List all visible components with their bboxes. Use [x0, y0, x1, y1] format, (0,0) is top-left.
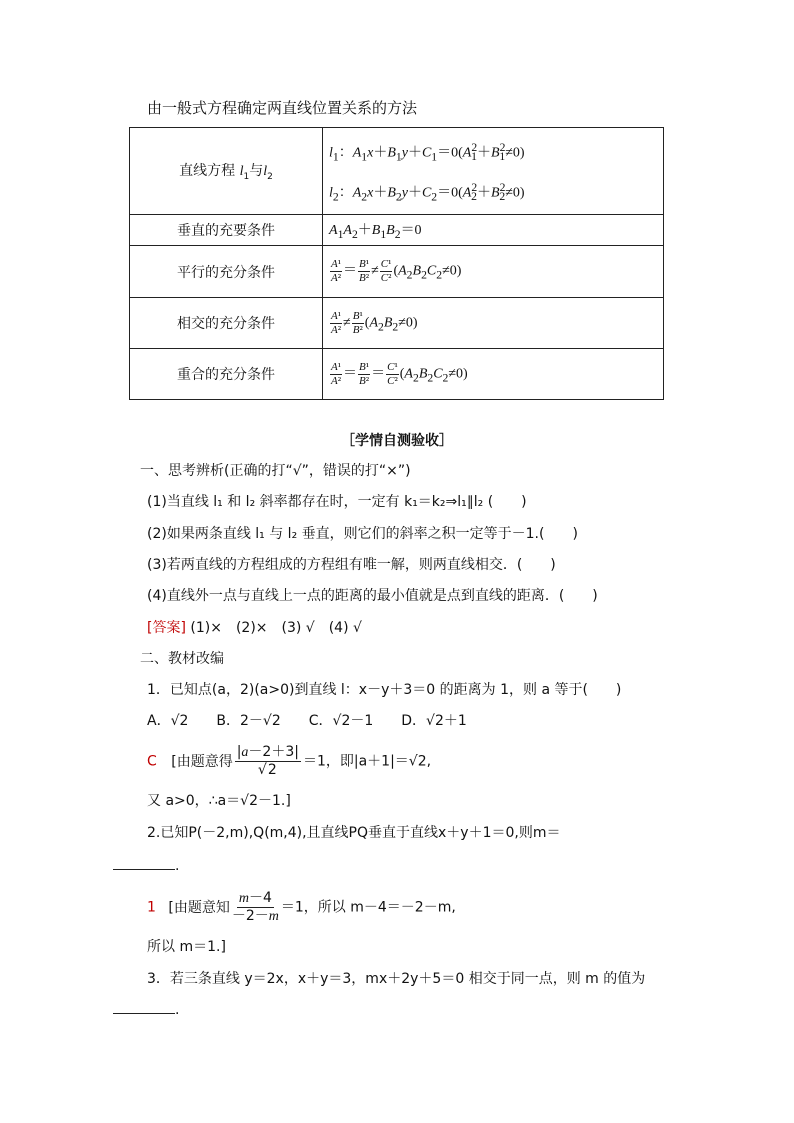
section-title: ［学情自测验收］ [341, 433, 453, 449]
textbook-q3-stem: 3．若三条直线 y＝2x，x＋y＝3，mx＋2y＋5＝0 相交于同一点，则 m 的值为 [147, 971, 646, 987]
table-row [130, 215, 664, 246]
row-label-perpendicular: 垂直的充要条件 [130, 215, 323, 246]
intersect-condition: $\frac{\text{A¹}}{\text{A²}}$ ≠ $\frac{\text{B¹}}{\text{B²}}$ $(A_2B_2\ne 0)$ [323, 298, 664, 349]
row-label-coincide: 重合的充分条件 [130, 349, 323, 400]
page-heading: 由一般式方程确定两直线位置关系的方法 [147, 99, 418, 117]
relationship-table [129, 127, 664, 400]
question-2: (2)如果两条直线 l₁ 与 l₂ 垂直，则它们的斜率之积一定等于－1.( ) [147, 526, 578, 542]
question-1: (1)当直线 l₁ 和 l₂ 斜率都存在时，一定有 k₁＝k₂⇒l₁∥l₂ ( ) [147, 494, 527, 510]
coincide-condition: $\frac{\text{A¹}}{\text{A²}}$ ＝ $\frac{\text{B¹}}{\text{B²}}$ ＝ $\frac{\text{C¹}}{\text{C²}}$ $(A_2B_2C_2\ne 0)$ [323, 349, 664, 400]
textbook-q1-solution: C [由题意得 $\frac{|a-2+3|}{√2}$ ＝1，即|a＋1|＝√2, [147, 744, 432, 778]
textbook-q1-solution-2: 又 a>0，∴a＝√2－1.] [147, 793, 291, 809]
table-row [130, 246, 664, 298]
perpendicular-condition: $A_1A_2+B_1B_2=0$ [323, 215, 664, 246]
answer-text: (1)× (2)× (3) √ (4) √ [190, 620, 362, 636]
table-row [130, 349, 664, 400]
part1-title: 一、思考辨析(正确的打“√”，错误的打“×”) [140, 463, 411, 479]
part2-title: 二、教材改编 [140, 651, 224, 667]
q3-answer-blank: . [113, 1001, 179, 1018]
textbook-q2-solution: 1 [由题意知 $\frac{m-4}{-2-m}$ ＝1，所以 m－4＝－2－m, [147, 890, 456, 924]
equation-cell: $l_1$：$A_1x+B_1y+C_1=0(A^2_1+B^2_1\ne 0)$ $l_2$：$A_2x+B_2y+C_2=0(A^2_2+B^2_2\ne 0)$ [323, 128, 664, 215]
row-label-intersect: 相交的充分条件 [130, 298, 323, 349]
question-4: (4)直线外一点与直线上一点的距离的最小值就是点到直线的距离．( ) [147, 588, 598, 604]
q1-answer-letter: C [147, 753, 157, 770]
textbook-q2-stem: 2.已知P(－2,m),Q(m,4),且直线PQ垂直于直线x＋y＋1＝0,则m＝ [147, 825, 561, 841]
parallel-condition: $\frac{\text{A¹}}{\text{A²}}$ ＝ $\frac{\text{B¹}}{\text{B²}}$ ≠ $\frac{\text{C¹}}{\text{C²}}$ $(A_2B_2C_2\ne 0)$ [323, 246, 664, 298]
answer-line [147, 617, 362, 637]
table-row [130, 128, 664, 215]
textbook-q2-solution-2: 所以 m＝1.] [147, 939, 226, 955]
textbook-q1-options: A．√2 B．2－√2 C．√2－1 D．√2＋1 [147, 713, 467, 729]
answer-label: [答案] [147, 620, 186, 636]
row-label-parallel: 平行的充分条件 [130, 246, 323, 298]
q2-answer: 1 [147, 899, 156, 916]
textbook-q1-stem: 1．已知点(a，2)(a>0)到直线 l：x－y＋3＝0 的距离为 1，则 a 等于( ) [147, 682, 622, 698]
table-row [130, 298, 664, 349]
question-3: (3)若两直线的方程组成的方程组有唯一解，则两直线相交．( ) [147, 557, 556, 573]
row-label-equation: 直线方程 $l_1$与$l_2$ [130, 128, 323, 215]
q2-answer-blank: . [113, 857, 179, 874]
